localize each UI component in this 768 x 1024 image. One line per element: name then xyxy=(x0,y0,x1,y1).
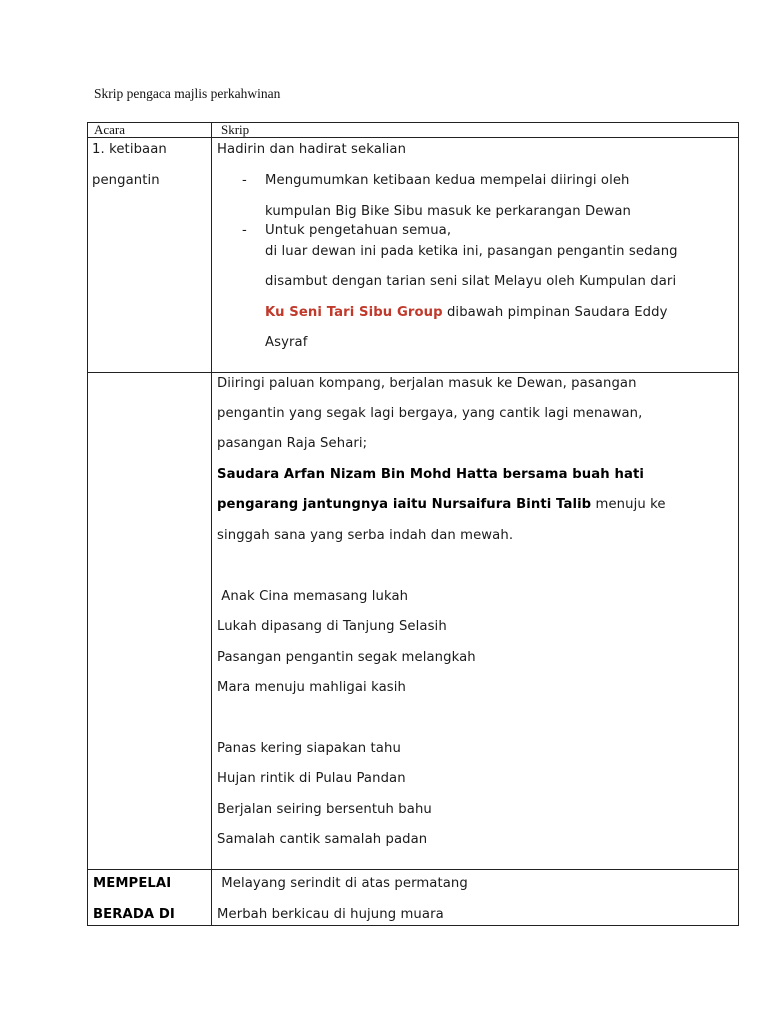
group-name: Ku Seni Tari Sibu Group xyxy=(265,305,443,320)
skrip-cell xyxy=(212,870,739,926)
document-title: Skrip pengaca majlis perkahwinan xyxy=(94,86,281,101)
pantun-line: Anak Cina memasang lukah xyxy=(217,589,409,604)
script-line: kumpulan Big Bike Sibu masuk ke perkarangan Dewan xyxy=(265,204,631,219)
pantun-line: Lukah dipasang di Tanjung Selasih xyxy=(217,619,447,634)
acara-cell-empty xyxy=(88,373,212,870)
pantun-line: Panas kering siapakan tahu xyxy=(217,741,401,756)
script-line: pengarang jantungnya iaitu Nursaifura Binti Talib menuju ke xyxy=(217,497,666,512)
script-table xyxy=(87,122,739,926)
pantun-line: Melayang serindit di atas permatang xyxy=(217,876,468,891)
acara-text: pengantin xyxy=(92,173,160,188)
couple-names: Saudara Arfan Nizam Bin Mohd Hatta bersama buah hati xyxy=(217,467,644,482)
skrip-cell xyxy=(212,373,739,870)
header-acara: Acara xyxy=(88,123,212,138)
skrip-cell xyxy=(212,138,739,373)
header-skrip: Skrip xyxy=(212,123,739,138)
script-line: singgah sana yang serba indah dan mewah. xyxy=(217,528,514,543)
table-row xyxy=(88,870,739,926)
table-row xyxy=(88,373,739,870)
script-line: Hadirin dan hadirat sekalian xyxy=(217,142,407,157)
acara-cell xyxy=(88,870,212,926)
table-row xyxy=(88,138,739,373)
script-line: Diiringi paluan kompang, berjalan masuk ke Dewan, pasangan xyxy=(217,376,637,391)
script-line: di luar dewan ini pada ketika ini, pasangan pengantin sedang xyxy=(265,244,678,259)
table-header-row xyxy=(88,123,739,138)
acara-cell xyxy=(88,138,212,373)
script-line: Untuk pengetahuan semua, xyxy=(265,223,452,238)
bullet-dash: - xyxy=(242,173,247,188)
pantun-line: Pasangan pengantin segak melangkah xyxy=(217,650,476,665)
pantun-line: Berjalan seiring bersentuh bahu xyxy=(217,802,432,817)
script-line: disambut dengan tarian seni silat Melayu oleh Kumpulan dari xyxy=(265,274,677,289)
script-line: Asyraf xyxy=(265,335,308,350)
couple-names: pengarang jantungnya iaitu Nursaifura Binti Talib xyxy=(217,497,592,512)
pantun-line: Samalah cantik samalah padan xyxy=(217,832,428,847)
script-line: pasangan Raja Sehari; xyxy=(217,436,368,451)
script-line: Ku Seni Tari Sibu Group dibawah pimpinan Saudara Eddy xyxy=(265,305,668,320)
script-line: Mengumumkan ketibaan kedua mempelai diiringi oleh xyxy=(265,173,630,188)
pantun-line: Merbah berkicau di hujung muara xyxy=(217,907,444,922)
acara-text: 1. ketibaan xyxy=(92,142,167,157)
pantun-line: Hujan rintik di Pulau Pandan xyxy=(217,771,406,786)
pantun-line: Mara menuju mahligai kasih xyxy=(217,680,406,695)
acara-text: BERADA DI xyxy=(93,907,175,922)
acara-text: MEMPELAI xyxy=(93,876,172,891)
bullet-dash: - xyxy=(242,223,247,238)
script-line: pengantin yang segak lagi bergaya, yang cantik lagi menawan, xyxy=(217,406,643,421)
